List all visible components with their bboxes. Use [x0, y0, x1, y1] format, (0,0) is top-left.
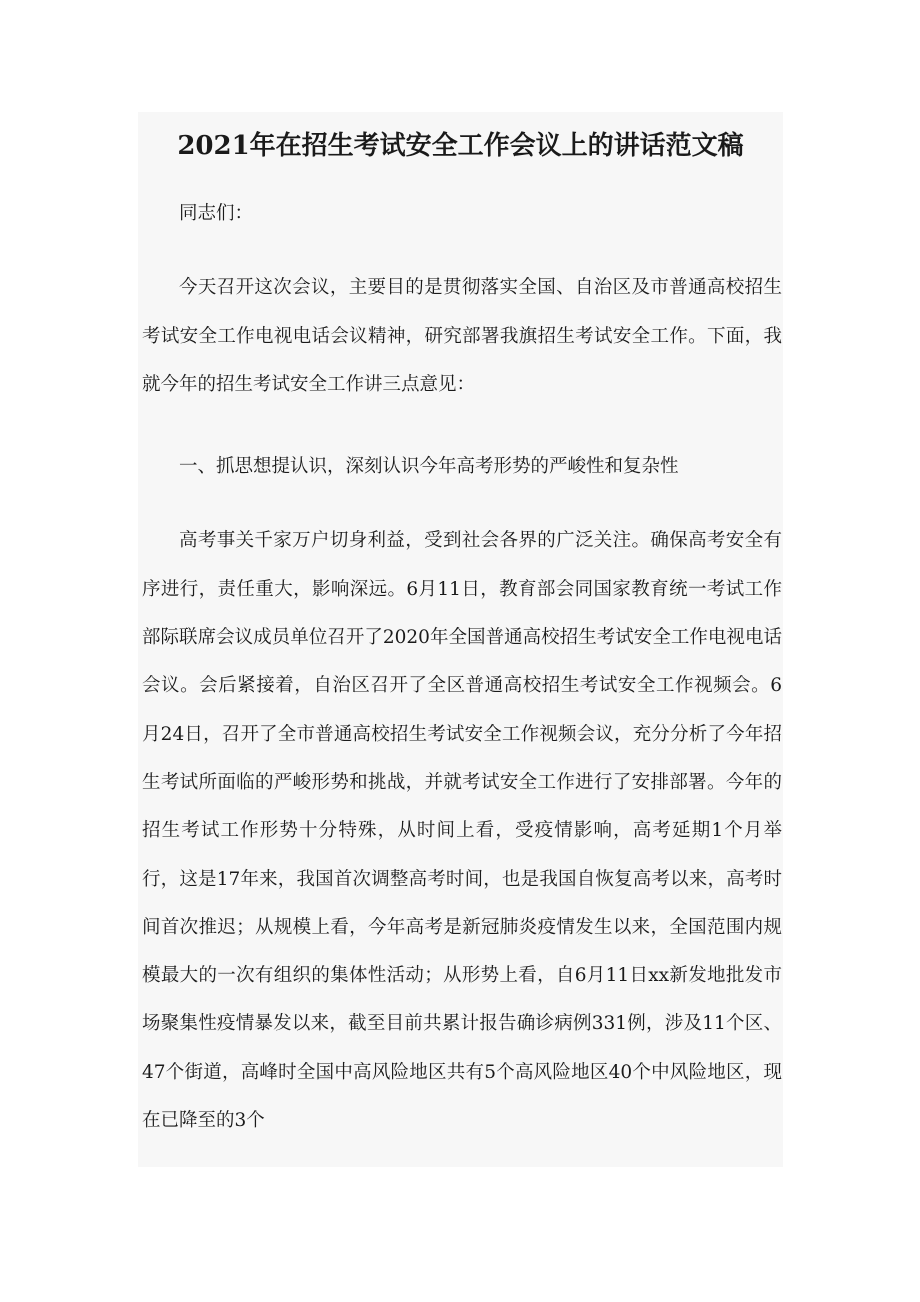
paragraph-situation: 高考事关千家万户切身利益，受到社会各界的广泛关注。确保高考安全有序进行，责任重大，影响深远。6月11日，教育部会同国家教育统一考试工作部际联席会议成员单位召开了2020年全国普通高校招生考试安全工作电视电话会议。会后紧接着，自治区召开了全区普通高校招生考试安全工作视频会。6月24日，召开了全市普通高校招生考试安全工作视频会议，充分分析了今年招生考试所面临的严峻形势和挑战，并就考试安全工作进行了安排部署。今年的招生考试工作形势十分特殊，从时间上看，受疫情影响，高考延期1个月举行，这是17年来，我国首次调整高考时间，也是我国自恢复高考以来，高考时间首次推迟；从规模上看，今年高考是新冠肺炎疫情发生以来，全国范围内规模最大的一次有组织的集体性活动；从形势上看，自6月11日xx新发地批发市场聚集性疫情暴发以来，截至目前共累计报告确诊病例331例，涉及11个区、47个街道，高峰时全国中高风险地区共有5个高风险地区40个中风险地区，现在已降至的3个 — [142, 530, 782, 1132]
paragraph-intro: 今天召开这次会议，主要目的是贯彻落实全国、自治区及市普通高校招生考试安全工作电视电话会议精神，研究部署我旗招生考试安全工作。下面，我就今年的招生考试安全工作讲三点意见： — [142, 277, 782, 395]
salutation: 同志们： — [179, 203, 254, 224]
document-page — [138, 112, 783, 1167]
section-heading-1: 一、抓思想提认识，深刻认识今年高考形势的严峻性和复杂性 — [179, 456, 679, 478]
document-body — [142, 190, 782, 1167]
document-title: 2021年在招生考试安全工作会议上的讲话范文稿 — [177, 131, 744, 161]
